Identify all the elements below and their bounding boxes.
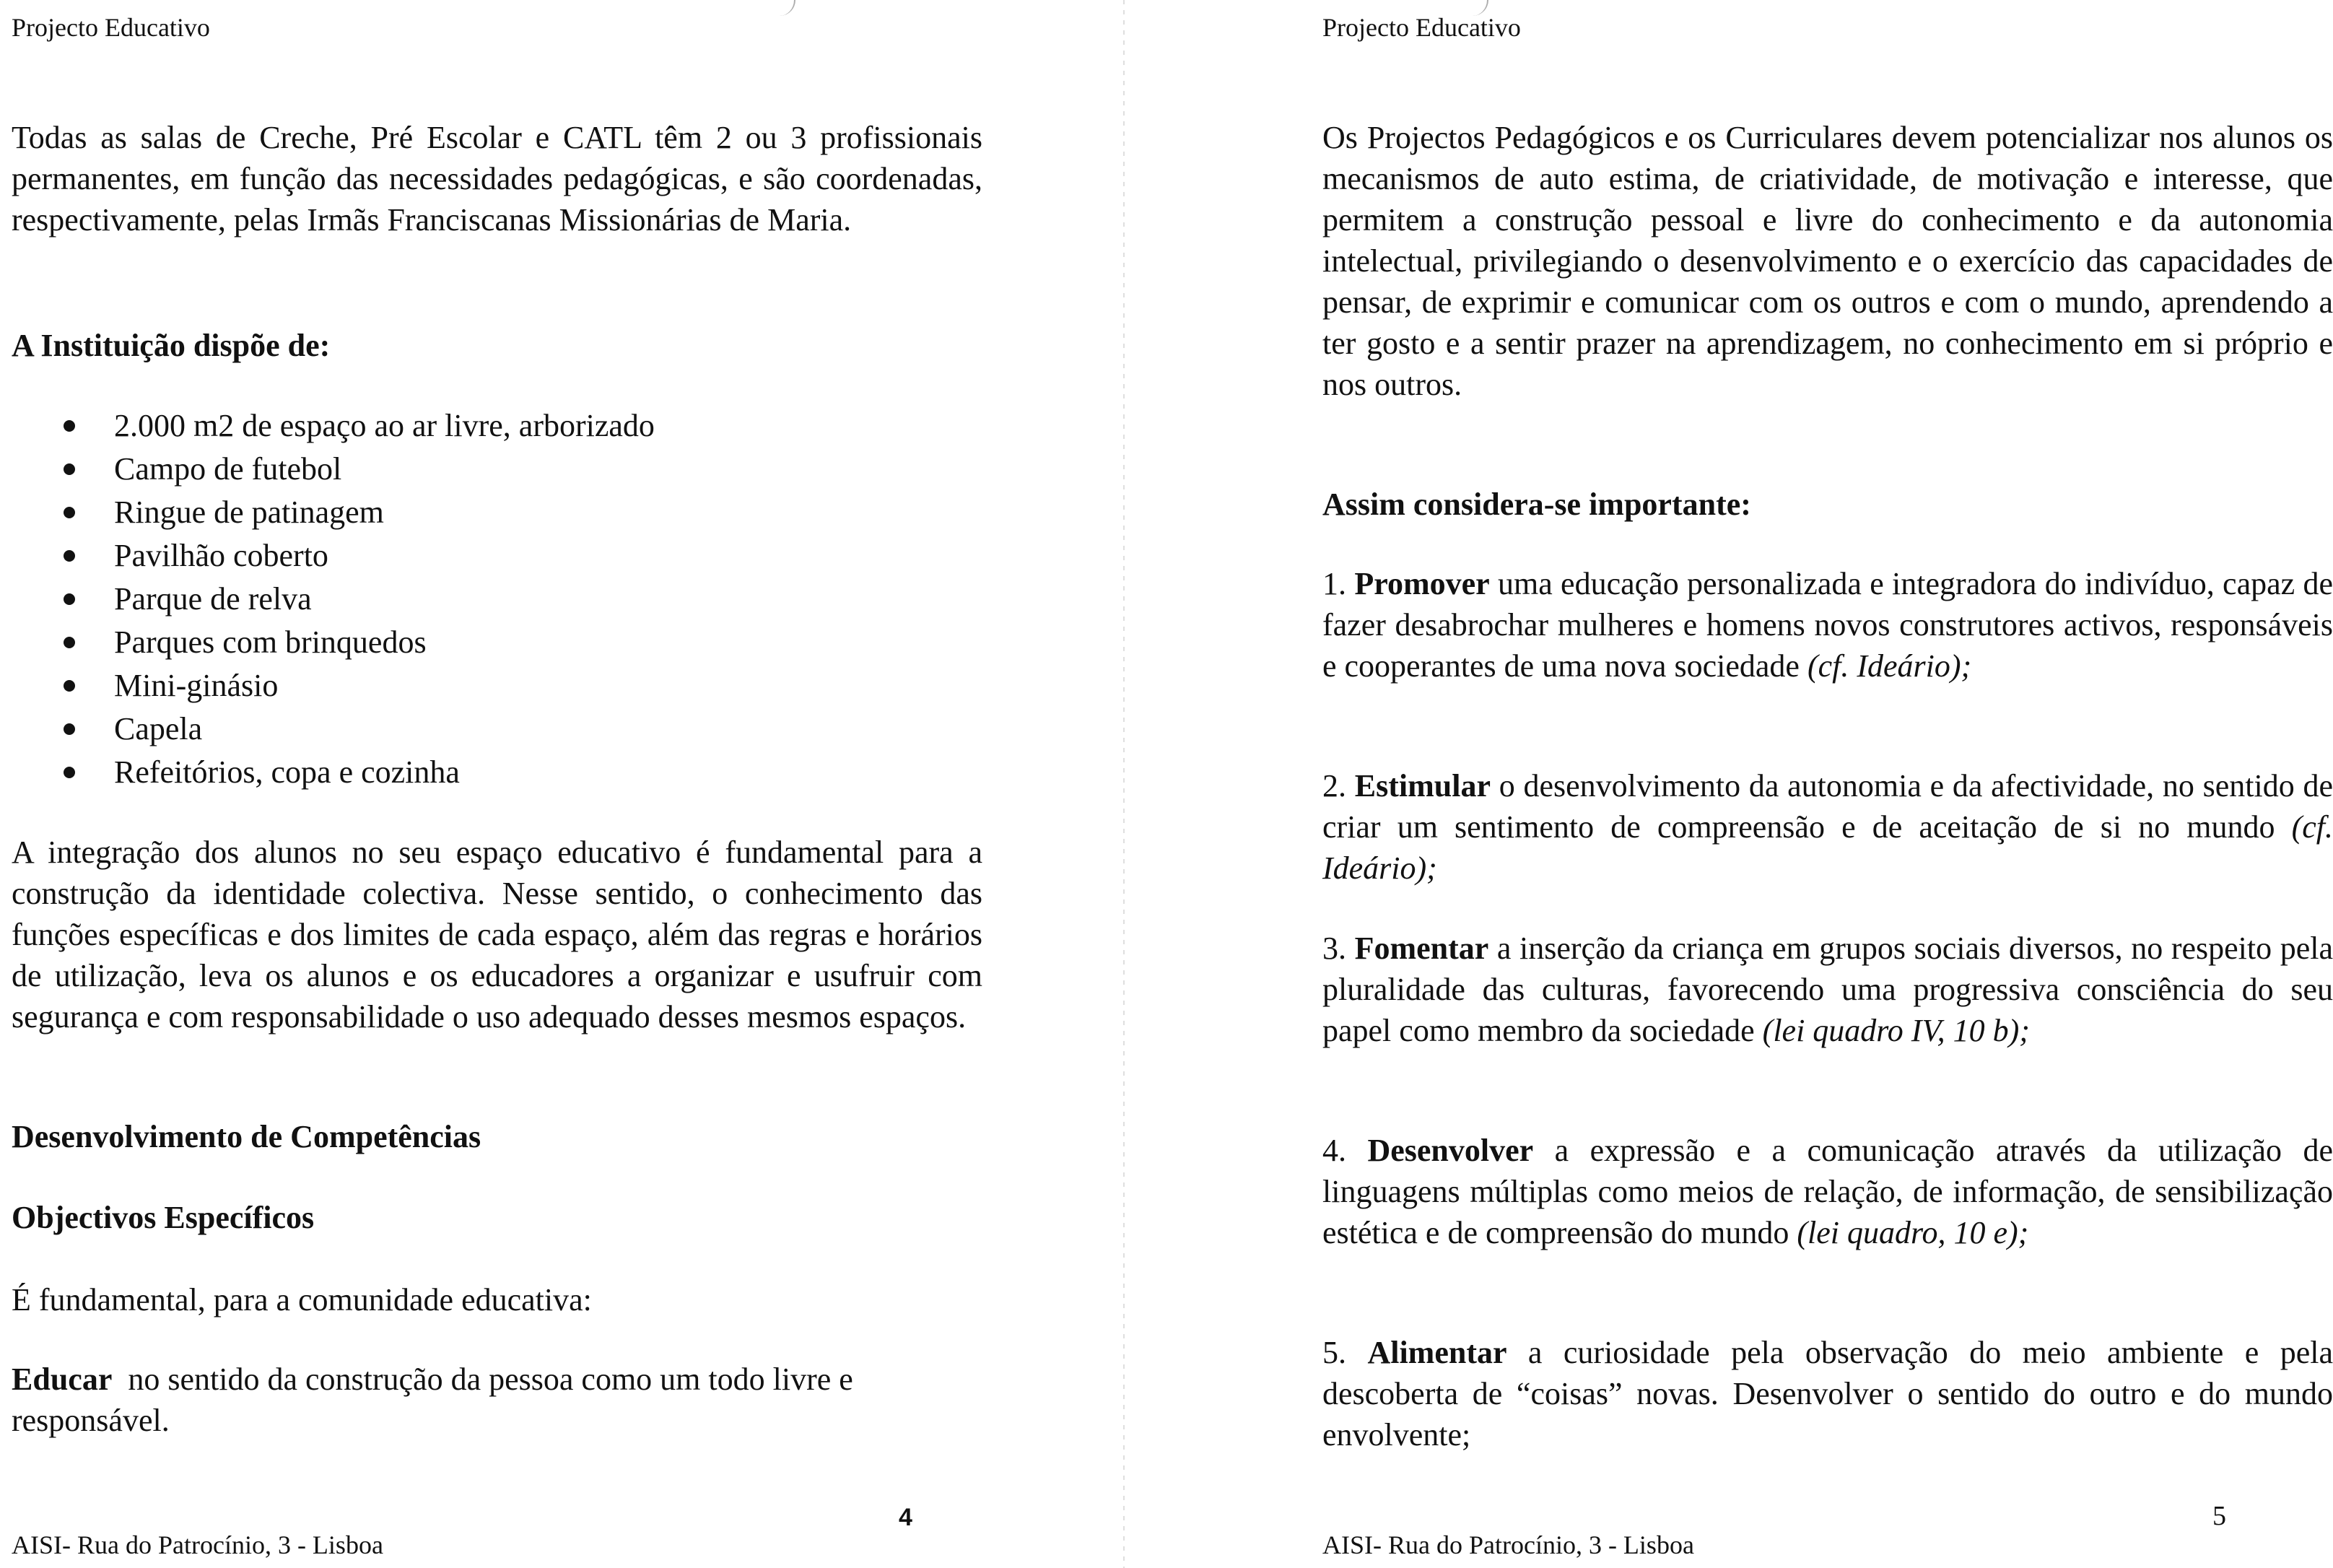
bullet-icon [64, 723, 75, 735]
facilities-heading: A Instituição dispõe de: [12, 328, 331, 363]
document-page-right [1314, 0, 2333, 1568]
list-item: 2.000 m2 de espaço ao ar livre, arborizado [0, 404, 655, 448]
item-text: a expressão e a comunicação através da utilização de linguagens múltiplas como meios de relação, de informação, de sensibilização estética e de compreensão do mundo [1322, 1133, 2333, 1250]
item-number: 4. [1322, 1133, 1346, 1168]
bullet-icon [64, 637, 75, 648]
page-footer: AISI- Rua do Patrocínio, 3 - Lisboa [1322, 1530, 1694, 1559]
bullet-icon [64, 550, 75, 562]
bullet-icon [64, 463, 75, 475]
competencias-heading: Desenvolvimento de Competências [12, 1119, 481, 1154]
numbered-item [1322, 928, 2333, 1051]
item-citation: (cf. Ideário); [1807, 648, 1972, 684]
bullet-icon [64, 420, 75, 432]
list-item: Parque de relva [0, 578, 655, 621]
list-item: Capela [0, 707, 655, 751]
list-item: Refeitórios, copa e cozinha [0, 751, 655, 794]
list-item: Pavilhão coberto [0, 534, 655, 578]
facilities-list [0, 404, 655, 794]
page-header: Projecto Educativo [1322, 13, 1521, 42]
item-citation: (lei quadro, 10 e); [1797, 1215, 2029, 1250]
numbered-item [1322, 765, 2333, 889]
objectivos-heading: Objectivos Específicos [12, 1200, 315, 1235]
page-header: Projecto Educativo [12, 13, 210, 42]
numbered-item [1322, 563, 2333, 687]
item-lead: Promover [1354, 566, 1490, 601]
list-item: Ringue de patinagem [0, 491, 655, 534]
item-number: 1. [1322, 566, 1346, 601]
list-item: Mini-ginásio [0, 664, 655, 707]
item-lead: Fomentar [1354, 931, 1489, 966]
educar-text: no sentido da construção da pessoa como um todo livre e responsável. [12, 1362, 861, 1438]
fundamental-line: É fundamental, para a comunidade educativa: [12, 1282, 592, 1317]
bullet-icon [64, 593, 75, 605]
item-lead: Alimentar [1367, 1335, 1507, 1370]
numbered-item [1322, 1332, 2333, 1455]
educar-paragraph [12, 1359, 982, 1441]
educar-lead: Educar [12, 1362, 113, 1397]
numbered-item [1322, 1130, 2333, 1253]
item-text: a curiosidade pela observação do meio ambiente e pela descoberta de “coisas” novas. Desenvolver o sentido do outro e do mundo envolvente; [1322, 1335, 2333, 1452]
page-footer: AISI- Rua do Patrocínio, 3 - Lisboa [12, 1530, 383, 1559]
assim-heading: Assim considera-se importante: [1322, 487, 1751, 522]
item-citation: (cf. Ideário); [1322, 809, 2333, 886]
page-number: 5 [2212, 1501, 2226, 1531]
list-item: Campo de futebol [0, 448, 655, 491]
bullet-icon [64, 680, 75, 692]
item-text: uma educação personalizada e integradora do indivíduo, capaz de fazer desabrochar mulheres e homens novos construtores activos, responsáveis e cooperantes de uma nova sociedade [1322, 566, 2333, 684]
integration-paragraph: A integração dos alunos no seu espaço educativo é fundamental para a construção da identidade colectiva. Nesse sentido, o conhecimento das funções específicas e dos limites de cada espaço, além das regras e horários de utilização, leva os alunos e os educadores a organizar e usufruir com segurança e com responsabilidade o uso adequado desses mesmos espaços. [12, 835, 982, 1035]
item-lead: Estimular [1354, 768, 1491, 803]
item-citation: (lei quadro IV, 10 b); [1762, 1013, 2030, 1048]
item-text: a inserção da criança em grupos sociais diversos, no respeito pela pluralidade das culturas, favorecendo uma progressiva consciência do seu papel como membro da sociedade [1322, 931, 2333, 1048]
intro-paragraph: Os Projectos Pedagógicos e os Curriculares devem potencializar nos alunos os mecanismos de auto estima, de criatividade, de motivação e interesse, que permitem a construção pessoal e livre do conhecimento e da autonomia intelectual, privilegiando o desenvolvimento e o exercício das capacidades de pensar, de exprimir e comunicar com os outros e com o mundo, aprendendo a ter gosto e a sentir prazer na aprendizagem, no conhecimento em si próprio e nos outros. [1322, 120, 2333, 402]
bullet-icon [64, 767, 75, 778]
item-number: 2. [1322, 768, 1346, 803]
bullet-icon [64, 507, 75, 518]
item-number: 5. [1322, 1335, 1346, 1370]
item-lead: Desenvolver [1367, 1133, 1534, 1168]
item-text: o desenvolvimento da autonomia e da afectividade, no sentido de criar um sentimento de compreensão e de aceitação de si no mundo [1322, 768, 2333, 845]
scan-fold-line [1123, 0, 1125, 1568]
page-number: 4 [899, 1504, 912, 1531]
item-number: 3. [1322, 931, 1346, 966]
document-page-left [0, 0, 1011, 1568]
list-item: Parques com brinquedos [0, 621, 655, 664]
intro-paragraph: Todas as salas de Creche, Pré Escolar e CATL têm 2 ou 3 profissionais permanentes, em função das necessidades pedagógicas, e são coordenadas, respectivamente, pelas Irmãs Franciscanas Missionárias de Maria. [12, 120, 982, 238]
